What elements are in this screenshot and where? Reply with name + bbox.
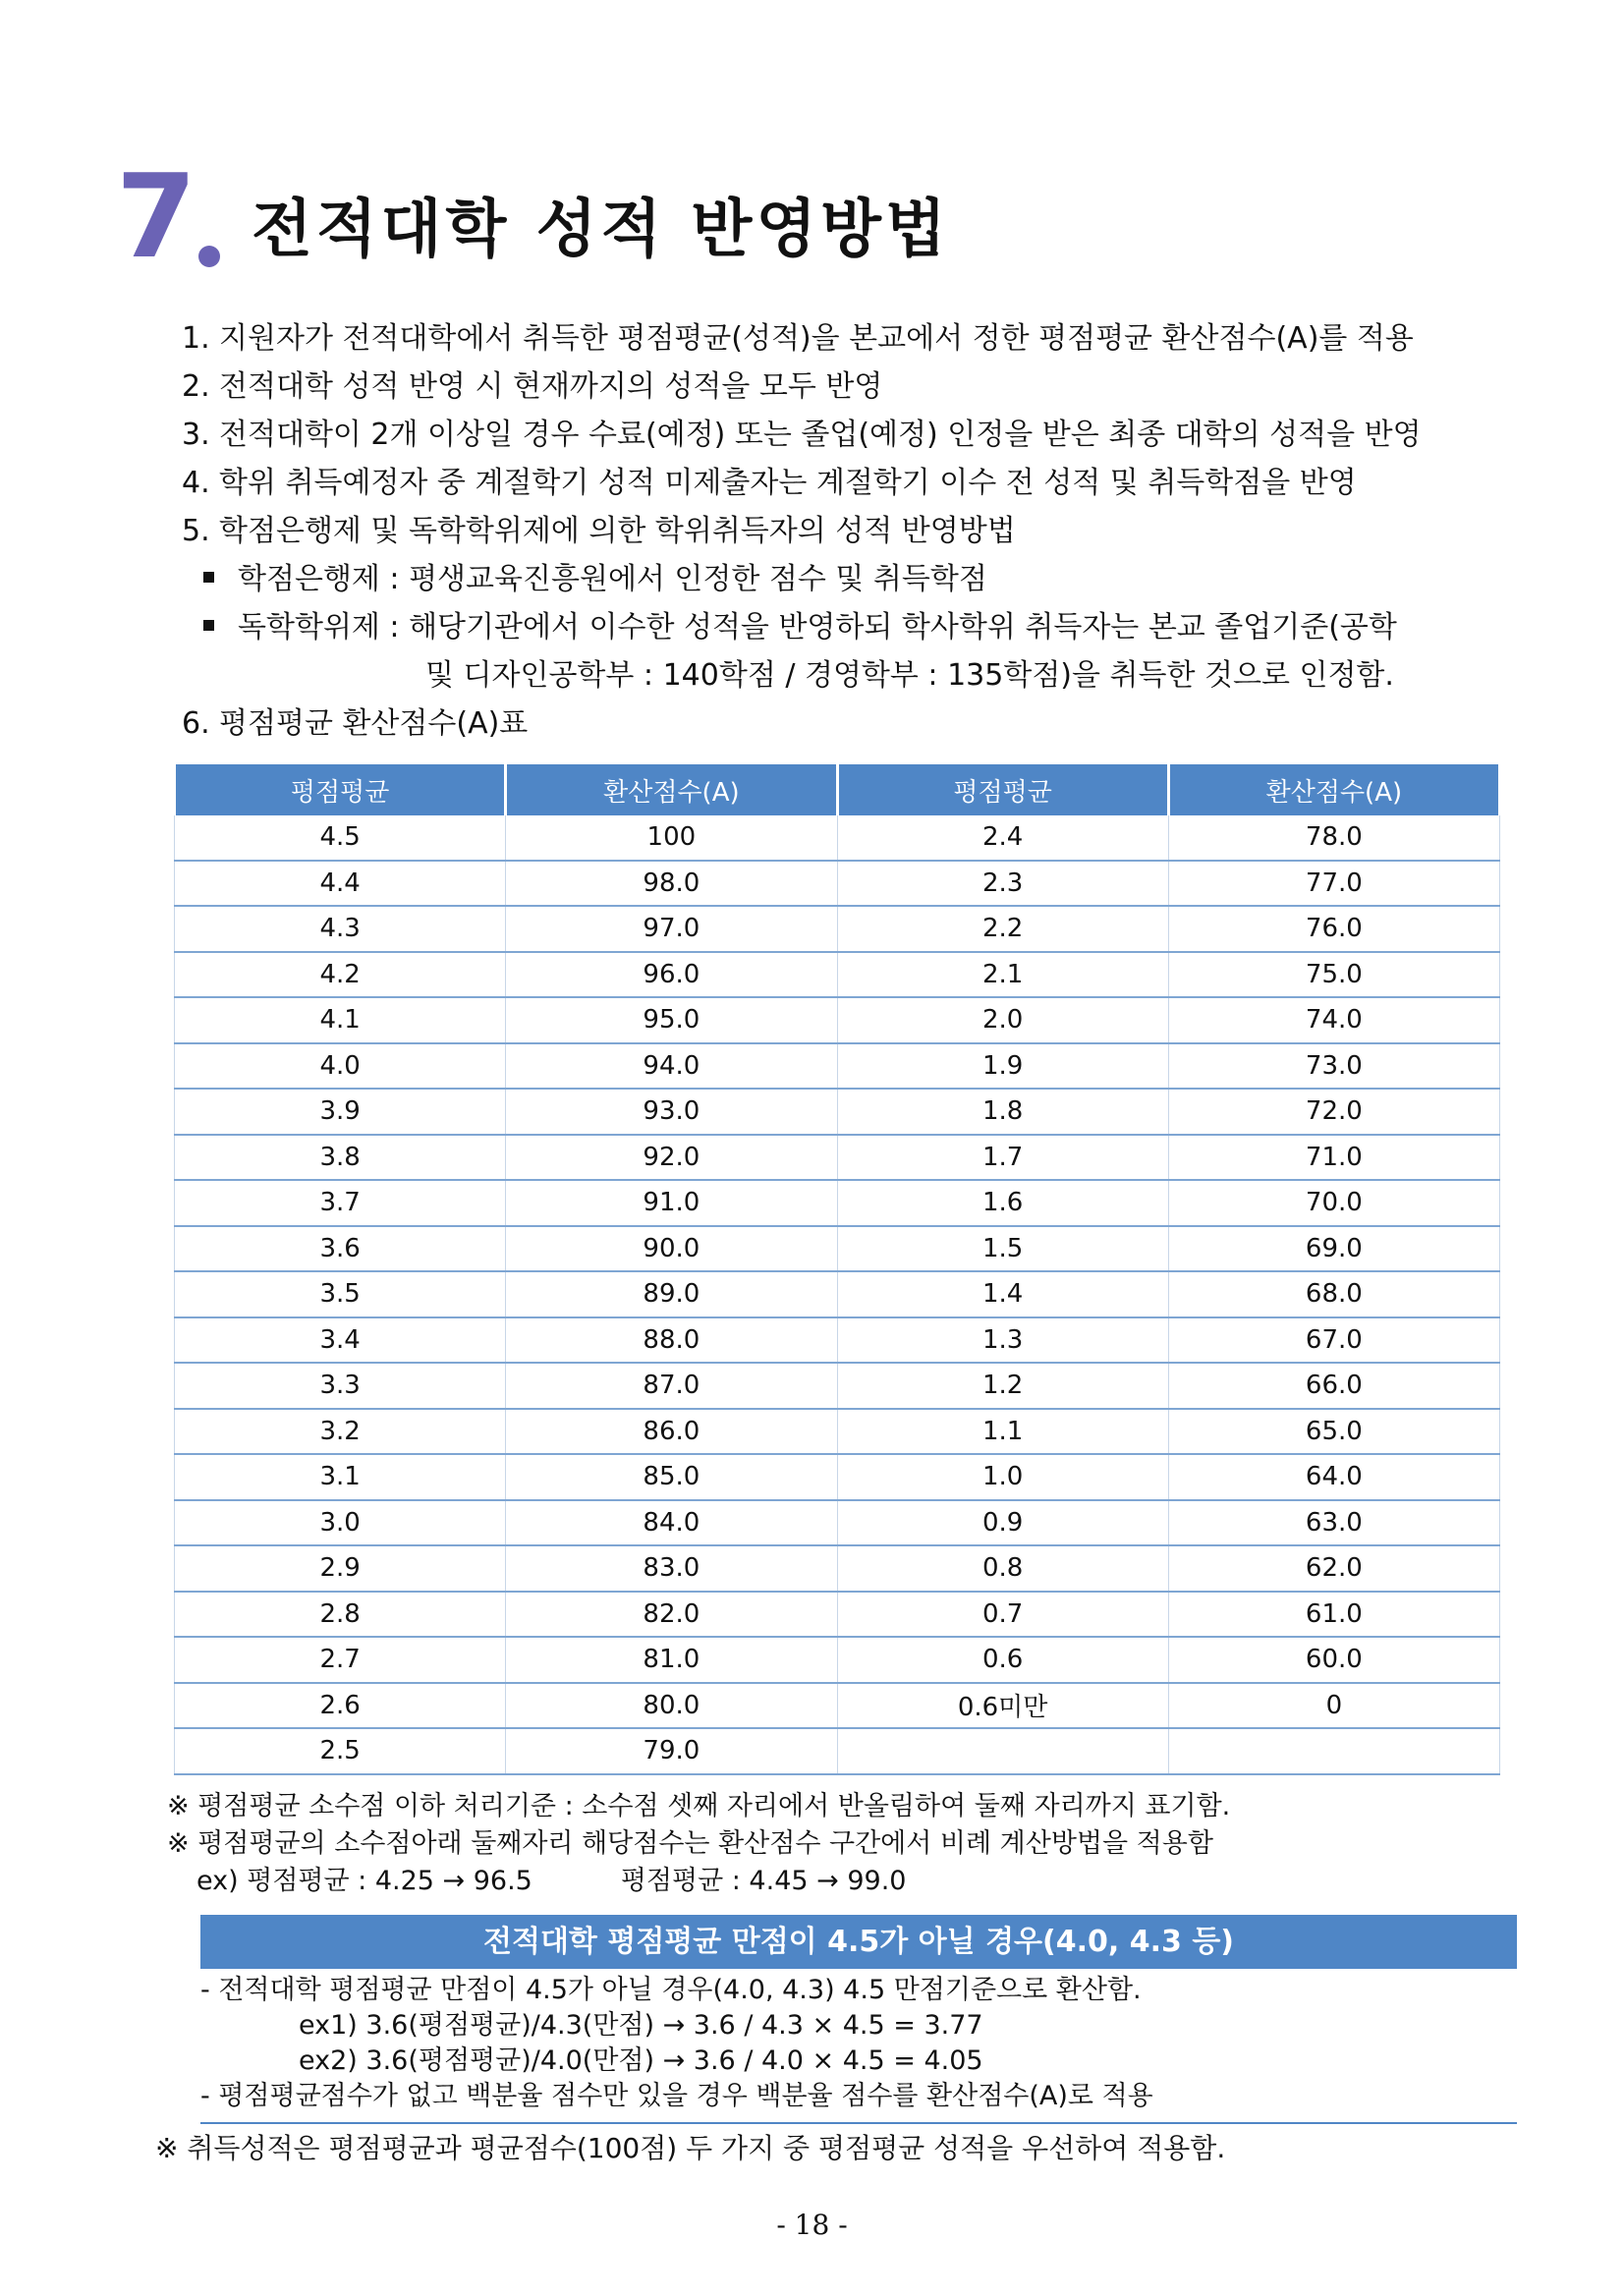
table-cell: 76.0 [1168,906,1499,952]
table-cell: 3.8 [175,1135,506,1181]
table-cell: 90.0 [506,1226,837,1272]
table-cell: 67.0 [1168,1317,1499,1364]
table-row [175,1317,1500,1364]
table-cell: 1.4 [837,1271,1168,1317]
table-cell: 4.5 [175,815,506,861]
table-row [175,1637,1500,1683]
table-cell: 3.3 [175,1363,506,1409]
table-row [175,1089,1500,1135]
table-cell: 4.4 [175,861,506,907]
table-cell: 2.2 [837,906,1168,952]
table-cell: 4.1 [175,997,506,1043]
table-cell: 72.0 [1168,1089,1499,1135]
table-cell: 0.6 [837,1637,1168,1683]
table-cell: 2.5 [175,1728,506,1774]
table-cell: 1.0 [837,1454,1168,1500]
table-cell: 100 [506,815,837,861]
table-row [175,1180,1500,1226]
table-row [175,1500,1500,1546]
table-body [175,815,1500,1774]
info-banner: 전적대학 평점평균 만점이 4.5가 아닐 경우(4.0, 4.3 등) [200,1915,1517,1969]
table-cell: 78.0 [1168,815,1499,861]
rules-list [182,314,1528,748]
table-cell: 2.4 [837,815,1168,861]
table-cell: 0.8 [837,1545,1168,1592]
info-box [200,1973,1517,2114]
table-row [175,1363,1500,1409]
table-cell: 71.0 [1168,1135,1499,1181]
list-item: 6. 평점평균 환산점수(A)표 [182,706,529,741]
table-cell: 62.0 [1168,1545,1499,1592]
table-cell: 3.1 [175,1454,506,1500]
table-cell: 65.0 [1168,1409,1499,1455]
table-cell: 0.9 [837,1500,1168,1546]
table-cell: 3.7 [175,1180,506,1226]
section-heading: 전적대학 성적 반영방법 [252,194,950,266]
square-bullet-icon [203,620,214,631]
column-header: 평점평균 [837,764,1168,815]
table-cell: 74.0 [1168,997,1499,1043]
table-cell: 86.0 [506,1409,837,1455]
table-row [175,1454,1500,1500]
info-example: ex2) 3.6(평점평균)/4.0(만점) → 3.6 / 4.0 × 4.5 = 4.05 [299,2045,983,2076]
info-example: ex1) 3.6(평점평균)/4.3(만점) → 3.6 / 4.3 × 4.5 = 3.77 [299,2010,983,2041]
table-cell: 1.8 [837,1089,1168,1135]
page-number: - 18 - [776,2209,848,2241]
table-cell: 3.2 [175,1409,506,1455]
column-header: 환산점수(A) [506,764,837,815]
table-notes [167,1788,1523,1900]
info-line: - 전적대학 평점평균 만점이 4.5가 아닐 경우(4.0, 4.3) 4.5 만점기준으로 환산함. [200,1975,1142,2005]
example-line: ex) 평점평균 : 4.25 → 96.5 평점평균 : 4.45 → 99.0 [196,1866,907,1896]
table-row [175,1545,1500,1592]
table-cell [1168,1728,1499,1774]
table-row [175,1226,1500,1272]
table-cell: 3.0 [175,1500,506,1546]
table-cell: 2.9 [175,1545,506,1592]
table-cell: 61.0 [1168,1592,1499,1638]
table-cell: 69.0 [1168,1226,1499,1272]
table-row [175,861,1500,907]
table-cell: 3.9 [175,1089,506,1135]
table-cell: 0.6미만 [837,1683,1168,1729]
table-cell: 91.0 [506,1180,837,1226]
list-item: 3. 전적대학이 2개 이상일 경우 수료(예정) 또는 졸업(예정) 인정을 받은 최종 대학의 성적을 반영 [182,418,1422,452]
table-cell [837,1728,1168,1774]
list-item: 2. 전적대학 성적 반영 시 현재까지의 성적을 모두 반영 [182,369,883,404]
table-cell: 60.0 [1168,1637,1499,1683]
table-cell: 97.0 [506,906,837,952]
table-cell: 4.3 [175,906,506,952]
table-cell: 94.0 [506,1043,837,1090]
table-cell: 2.6 [175,1683,506,1729]
table-cell: 70.0 [1168,1180,1499,1226]
list-item: 4. 학위 취득예정자 중 계절학기 성적 미제출자는 계절학기 이수 전 성적 및 취득학점을 반영 [182,466,1357,500]
sub-item: 독학학위제 : 해당기관에서 이수한 성적을 반영하되 학사학위 취득자는 본교 졸업기준(공학 [203,603,1528,651]
table-cell: 3.6 [175,1226,506,1272]
table-row [175,1409,1500,1455]
table-row [175,952,1500,998]
table-cell: 82.0 [506,1592,837,1638]
table-cell: 77.0 [1168,861,1499,907]
table-cell: 93.0 [506,1089,837,1135]
table-cell: 3.5 [175,1271,506,1317]
table-cell: 4.2 [175,952,506,998]
table-cell: 1.2 [837,1363,1168,1409]
table-cell: 2.8 [175,1592,506,1638]
table-cell: 85.0 [506,1454,837,1500]
table-cell: 88.0 [506,1317,837,1364]
table-cell: 92.0 [506,1135,837,1181]
table-row [175,1271,1500,1317]
table-cell: 0.7 [837,1592,1168,1638]
table-cell: 95.0 [506,997,837,1043]
square-bullet-icon [203,572,214,583]
table-cell: 4.0 [175,1043,506,1090]
table-cell: 2.1 [837,952,1168,998]
table-cell: 2.3 [837,861,1168,907]
table-cell: 1.9 [837,1043,1168,1090]
table-row [175,906,1500,952]
table-cell: 1.3 [837,1317,1168,1364]
table-cell: 75.0 [1168,952,1499,998]
section-number-dot [198,246,220,267]
table-cell: 1.5 [837,1226,1168,1272]
table-cell: 80.0 [506,1683,837,1729]
table-cell: 63.0 [1168,1500,1499,1546]
table-cell: 1.7 [837,1135,1168,1181]
table-cell: 79.0 [506,1728,837,1774]
list-item: 1. 지원자가 전적대학에서 취득한 평점평균(성적)을 본교에서 정한 평점평균 환산점수(A)를 적용 [182,321,1414,356]
table-cell: 84.0 [506,1500,837,1546]
conversion-table [173,764,1501,1775]
table-cell: 64.0 [1168,1454,1499,1500]
column-header: 평점평균 [175,764,506,815]
table-cell: 66.0 [1168,1363,1499,1409]
table-row [175,815,1500,861]
table-cell: 96.0 [506,952,837,998]
table-cell: 81.0 [506,1637,837,1683]
sub-item: 학점은행제 : 평생교육진흥원에서 인정한 점수 및 취득학점 [203,555,1528,603]
column-header: 환산점수(A) [1168,764,1499,815]
section-number: 7 [116,148,197,284]
table-cell: 68.0 [1168,1271,1499,1317]
table-row [175,1592,1500,1638]
table-cell: 2.7 [175,1637,506,1683]
table-cell: 0 [1168,1683,1499,1729]
table-cell: 1.1 [837,1409,1168,1455]
final-note: ※ 취득성적은 평점평균과 평균점수(100점) 두 가지 중 평점평균 성적을 우선하여 적용함. [155,2132,1226,2164]
note: ※ 평점평균 소수점 이하 처리기준 : 소수점 셋째 자리에서 반올림하여 둘째 자리까지 표기함. [167,1791,1231,1821]
table-cell: 89.0 [506,1271,837,1317]
divider [200,2122,1517,2124]
table-cell: 87.0 [506,1363,837,1409]
list-item: 5. 학점은행제 및 독학학위제에 의한 학위취득자의 성적 반영방법 [182,514,1016,548]
table-cell: 3.4 [175,1317,506,1364]
note: ※ 평점평균의 소수점아래 둘째자리 해당점수는 환산점수 구간에서 비례 계산방법을 적용함 [167,1828,1213,1859]
table-cell: 83.0 [506,1545,837,1592]
table-row [175,1043,1500,1090]
sub-item-continuation: 및 디자인공학부 : 140학점 / 경영학부 : 135학점)을 취득한 것으로 인정함. [425,658,1394,693]
table-row [175,997,1500,1043]
table-row [175,1135,1500,1181]
table-cell: 73.0 [1168,1043,1499,1090]
table-cell: 2.0 [837,997,1168,1043]
table-cell: 1.6 [837,1180,1168,1226]
table-cell: 98.0 [506,861,837,907]
table-header-row [175,764,1500,815]
table-row [175,1728,1500,1774]
table-row [175,1683,1500,1729]
info-line: - 평점평균점수가 없고 백분율 점수만 있을 경우 백분율 점수를 환산점수(A)로 적용 [200,2081,1153,2111]
